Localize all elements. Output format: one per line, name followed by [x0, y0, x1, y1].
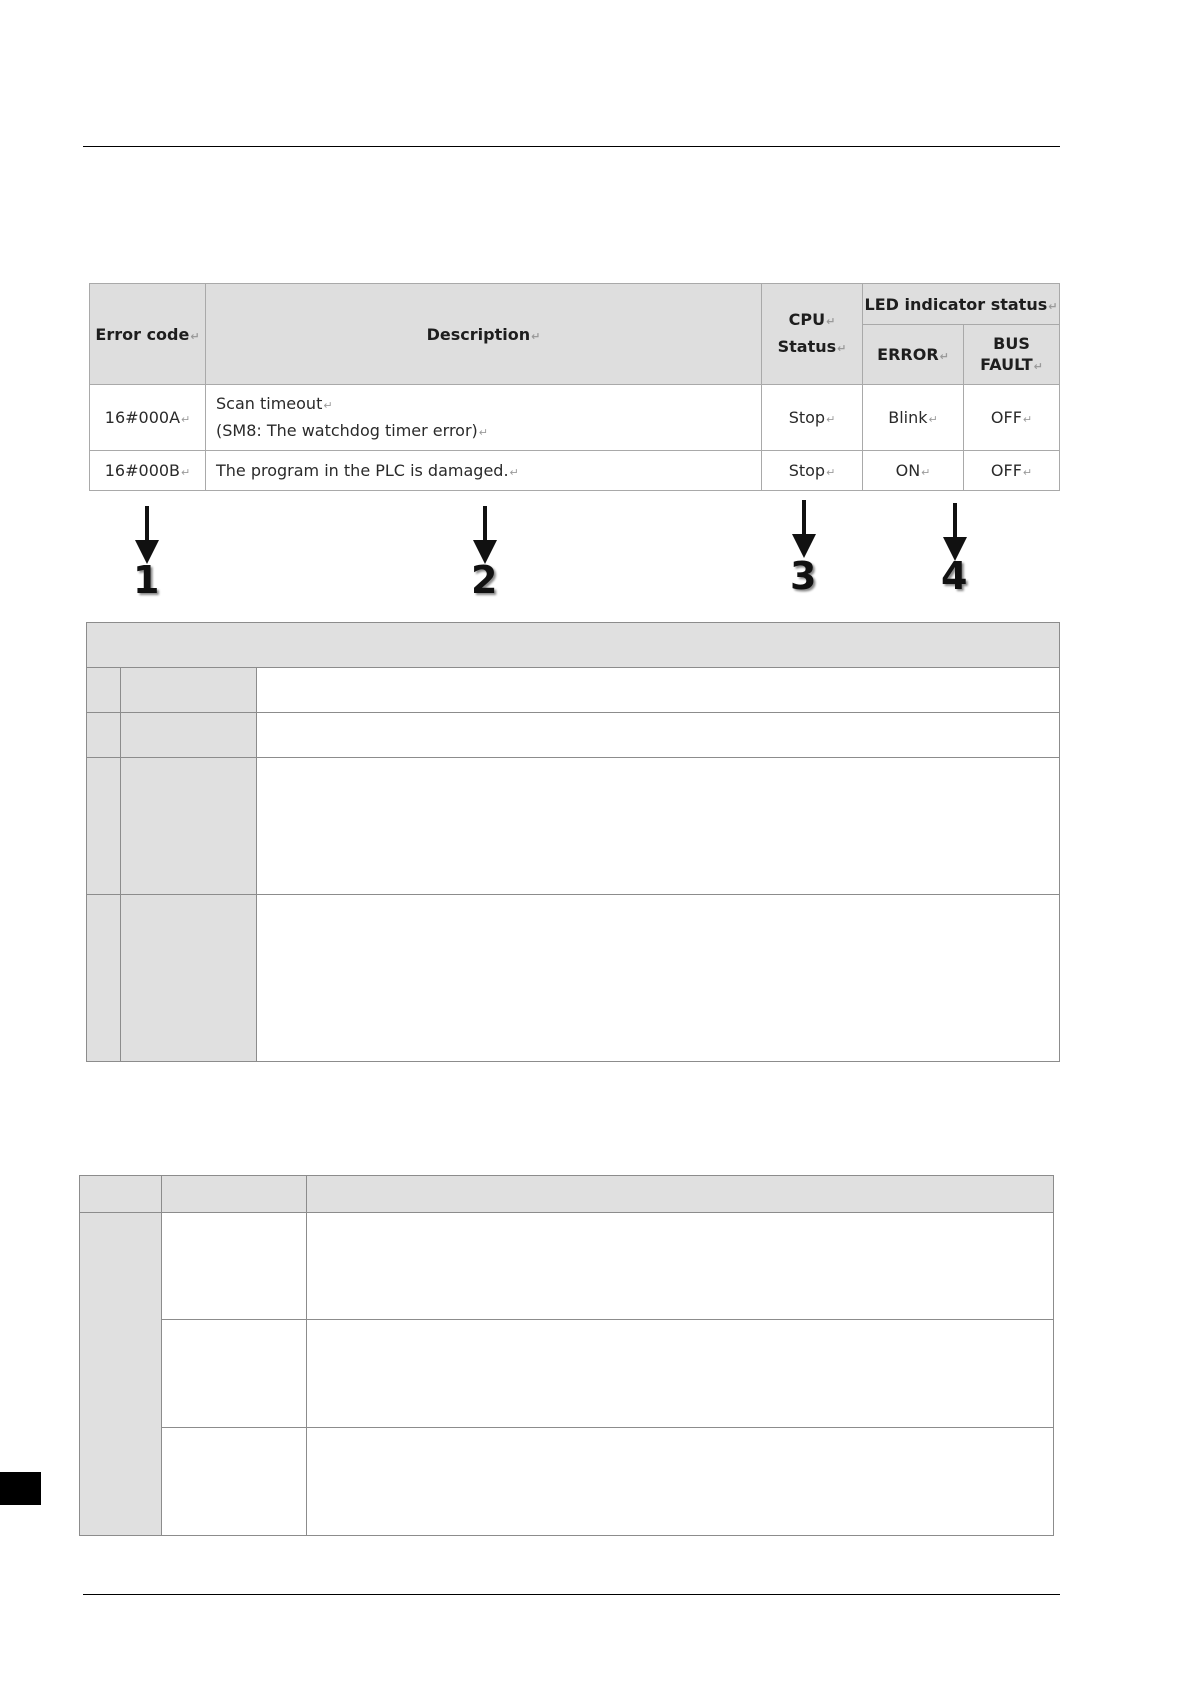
header-led-bus-fault: BUS FAULT↵ [964, 325, 1060, 385]
header-cpu-status: CPU↵ Status↵ [762, 284, 863, 385]
table-row [87, 713, 1060, 758]
down-arrow-icon [935, 503, 975, 561]
header-led-indicator-status: LED indicator status↵ [863, 284, 1060, 325]
header-error-code: Error code↵ [90, 284, 206, 385]
chapter-tab [0, 1472, 41, 1505]
callout-number-4: 4 [941, 554, 968, 598]
callout-number-3: 3 [790, 554, 817, 598]
header-description: Description↵ [206, 284, 762, 385]
cell-bus-fault-led: OFF↵ [964, 385, 1060, 451]
cell-bus-fault-led: OFF↵ [964, 451, 1060, 491]
table-title-cell [87, 623, 1060, 668]
cell-description: Scan timeout↵ (SM8: The watchdog timer error)↵ [206, 385, 762, 451]
down-arrow-icon [127, 506, 167, 564]
down-arrow-icon [784, 500, 824, 558]
details-table [79, 1175, 1054, 1536]
cell-description: The program in the PLC is damaged.↵ [206, 451, 762, 491]
cell-error-code: 16#000B↵ [90, 451, 206, 491]
header-led-error: ERROR↵ [863, 325, 964, 385]
table-row [90, 385, 1060, 451]
cell-cpu-status: Stop↵ [762, 385, 863, 451]
cell-cpu-status: Stop↵ [762, 451, 863, 491]
cell-error-code: 16#000A↵ [90, 385, 206, 451]
table-row [87, 758, 1060, 895]
table-row [90, 451, 1060, 491]
table-row [80, 1320, 1054, 1428]
table-row [87, 668, 1060, 713]
down-arrow-icon [465, 506, 505, 564]
table-row [80, 1428, 1054, 1536]
header-rule [83, 146, 1060, 147]
cell-error-led: ON↵ [863, 451, 964, 491]
footer-rule [83, 1594, 1060, 1595]
error-code-table [89, 283, 1060, 491]
table-header-row [80, 1176, 1054, 1213]
callout-number-1: 1 [133, 558, 160, 602]
table-row [87, 895, 1060, 1062]
cell-error-led: Blink↵ [863, 385, 964, 451]
callout-explanation-table [86, 622, 1060, 1062]
table-row [80, 1213, 1054, 1320]
callout-number-2: 2 [471, 558, 498, 602]
